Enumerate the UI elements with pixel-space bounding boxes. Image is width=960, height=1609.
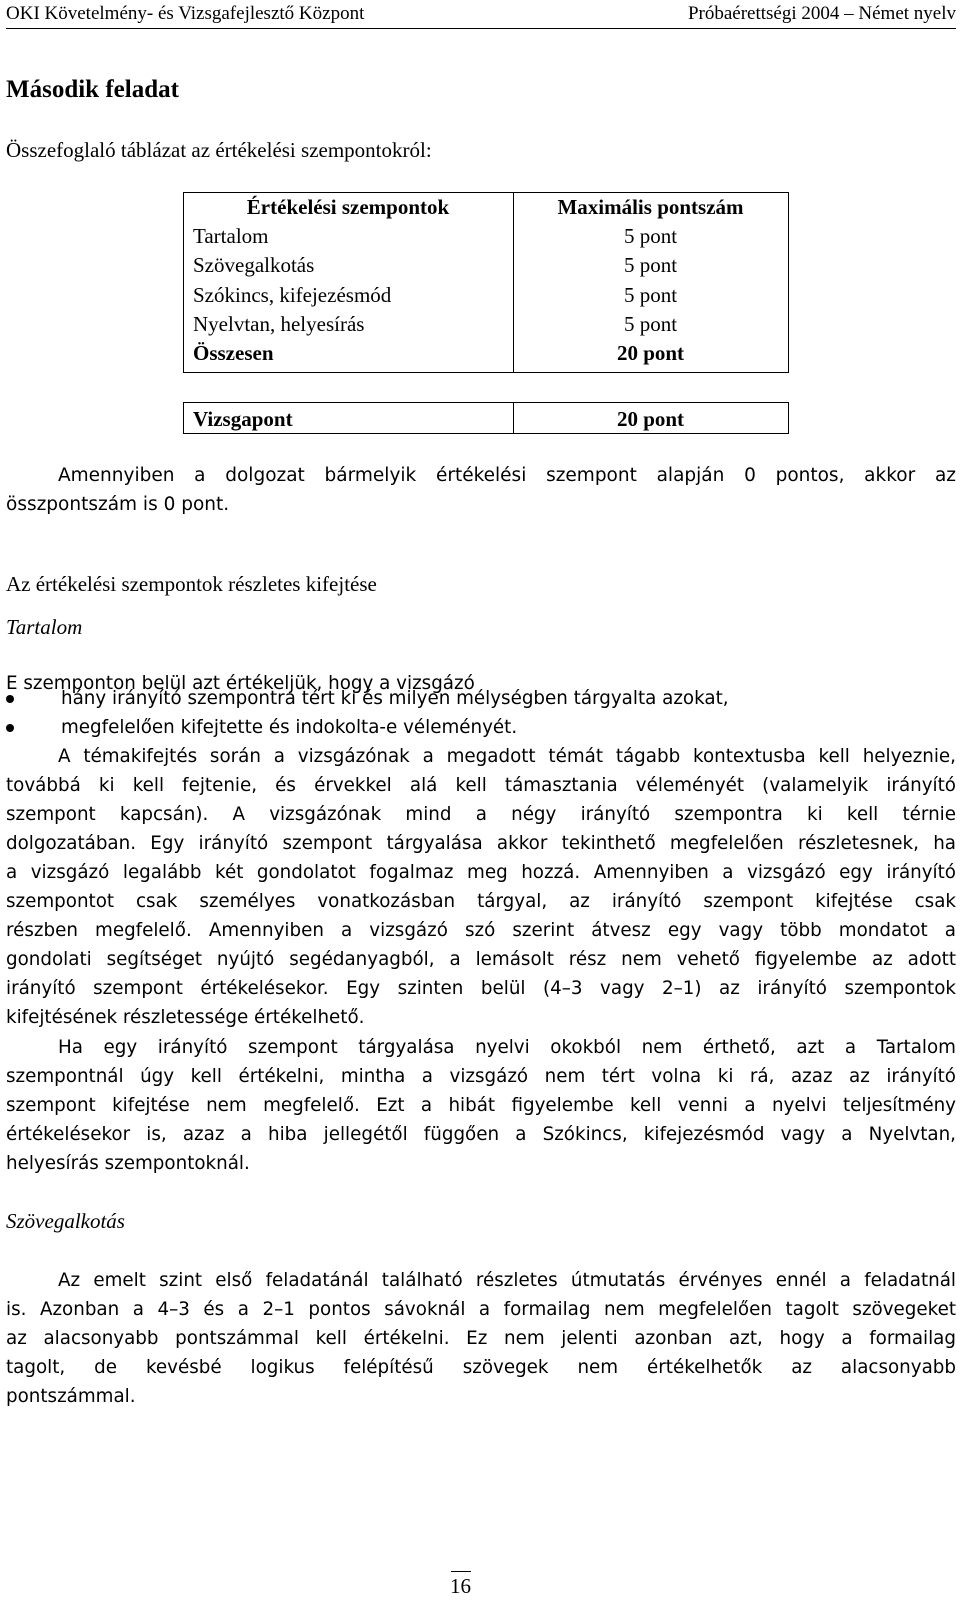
table-cell-points: 5 pont (623, 312, 678, 336)
table-cell-criterion: Nyelvtan, helyesírás (193, 312, 365, 336)
table-total-row (183, 338, 787, 368)
paragraph-line: szempont kifejtése nem megfelelő. Ezt a hibát figyelembe kell venni a nyelvi teljesítmény (6, 1095, 956, 1116)
paragraph-content-detail (6, 742, 956, 1032)
paragraph-line: értékelésekor is, azaz a hiba jellegétől függően a Szókincs, kifejezésmód vagy a Nyelvtan, (6, 1124, 956, 1145)
table-cell-points: 5 pont (623, 253, 678, 277)
header-left: OKI Követelmény- és Vizsgafejlesztő Központ (6, 3, 365, 24)
list-item-text: megfelelően kifejtette és indokolta-e véleményét. (61, 717, 518, 738)
paragraph-language-errors (6, 1033, 956, 1178)
summary-label: Összefoglaló táblázat az értékelési szempontokról: (6, 138, 432, 162)
table-cell-criterion: Tartalom (193, 224, 269, 248)
table-header-row (183, 192, 787, 222)
paragraph-line: továbbá ki kell fejtenie, és érvekkel alá kell támasztania véleményét (valamelyik irányító (6, 775, 956, 796)
paragraph-line: szempontnál úgy kell értékelni, mintha a vizsgázó nem tért volna ki rá, azaz az irányító (6, 1066, 956, 1087)
page-number: 16 (450, 1574, 471, 1598)
paragraph-line: is. Azonban a 4–3 és a 2–1 pontos sávoknál a formailag nem megfelelően tagolt szövegeket (6, 1299, 956, 1320)
paragraph-line: tagolt, de kevésbé logikus felépítésű szövegek nem értékelhetők az alacsonyabb (6, 1357, 956, 1378)
paragraph-text-composition (6, 1266, 956, 1411)
header-right: Próbaérettségi 2004 – Német nyelv (687, 3, 956, 24)
zero-point-note-continued: összpontszám is 0 pont. (6, 494, 230, 515)
table-total-label: Összesen (193, 341, 274, 365)
paragraph-line: részben megfelelő. Amennyiben a vizsgázó szó szerint átvesz egy vagy több mondatot a (6, 920, 956, 941)
paragraph-line: az alacsonyabb pontszámmal kell értékelni. Ez nem jelenti azonban azt, hogy a formailag (6, 1328, 956, 1349)
content-intro: E szemponton belül azt értékeljük, hogy a vizsgázó (6, 673, 475, 694)
table-cell-points: 5 pont (623, 283, 678, 307)
paragraph-line: Az emelt szint első feladatánál található részletes útmutatás érvényes ennél a feladatnál (58, 1270, 956, 1291)
table-header-max-points: Maximális pontszám (557, 195, 744, 219)
table-row (183, 250, 787, 280)
list-item (6, 713, 956, 742)
paragraph-line: a vizsgázó legalább két gondolatot fogalmaz meg hozzá. Amennyiben a vizsgázó egy irányító (6, 862, 956, 883)
bullet-icon (6, 724, 14, 732)
table-row (183, 280, 787, 310)
paragraph-line: Ha egy irányító szempont tárgyalása nyelvi okokból nem érthető, azt a Tartalom (58, 1037, 956, 1058)
exam-points-value: 20 pont (616, 407, 685, 431)
paragraph-line: gondolati segítséget nyújtó segédanyagból, a lemásolt rész nem vehető figyelembe az adott (6, 949, 956, 970)
table-row (183, 309, 787, 339)
table-cell-points: 5 pont (623, 224, 678, 248)
table-cell-criterion: Szókincs, kifejezésmód (193, 283, 392, 307)
zero-point-note: Amennyiben a dolgozat bármelyik értékelési szempont alapján 0 pontos, akkor az (58, 465, 956, 486)
paragraph-line: szempontot csak személyes vonatkozásban tárgyal, az irányító szempont kifejtése csak (6, 891, 956, 912)
exam-points-row (183, 404, 787, 434)
paragraph-line: A témakifejtés során a vizsgázónak a megadott témát tágabb kontextusba kell helyeznie, (58, 746, 956, 767)
section-title: Az értékelési szempontok részletes kifejtése (6, 572, 377, 596)
subsection-content: Tartalom (6, 615, 83, 639)
paragraph-line: irányító szempont értékelésekor. Egy szinten belül (4–3 vagy 2–1) az irányító szempontok (6, 978, 956, 999)
header-rule (6, 28, 956, 29)
paragraph-line: pontszámmal. (6, 1386, 136, 1407)
paragraph-line: helyesírás szempontoknál. (6, 1153, 250, 1174)
exam-points-label: Vizsgapont (193, 407, 293, 431)
list-item (6, 684, 956, 713)
table-cell-criterion: Szövegalkotás (193, 253, 315, 277)
table-header-criteria: Értékelési szempontok (246, 195, 450, 219)
paragraph-line: szempont kapcsán). A vizsgázónak mind a négy irányító szempontra ki kell térnie (6, 804, 956, 825)
bullet-icon (6, 695, 14, 703)
paragraph-line: kifejtésének részletessége értékelhető. (6, 1007, 365, 1028)
paragraph-line: dolgozatában. Egy irányító szempont tárgyalása akkor tekinthető megfelelően részletesnek, ha (6, 833, 956, 854)
table-total-points: 20 pont (616, 341, 685, 365)
page-header (6, 2, 956, 26)
page-title: Második feladat (6, 76, 179, 103)
subsection-text-composition: Szövegalkotás (6, 1209, 125, 1233)
table-row (183, 221, 787, 251)
footer-rule (451, 1571, 471, 1572)
list-item-text: hány irányító szempontra tért ki és milyen mélységben tárgyalta azokat, (61, 688, 729, 709)
